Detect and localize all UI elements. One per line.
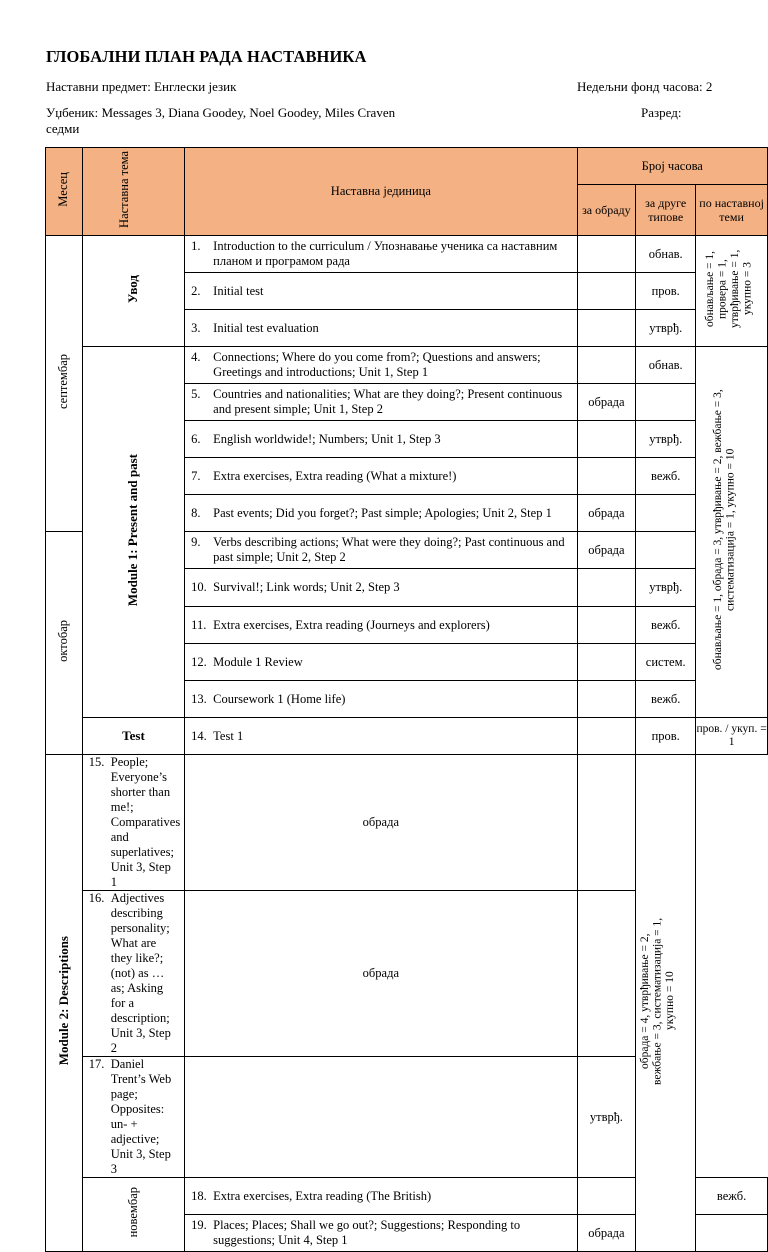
table-row: 13. Coursework 1 (Home life) — [185, 681, 577, 718]
processing-cell: обрада — [577, 384, 636, 421]
topic-summary-test: пров. / укуп. = 1 — [696, 718, 768, 755]
other-type-cell: вежб. — [636, 681, 696, 718]
other-type-cell: вежб. — [636, 458, 696, 495]
processing-cell — [577, 310, 636, 347]
month-september: септембар — [46, 236, 83, 532]
other-type-cell — [636, 495, 696, 532]
table-row: 19. Places; Places; Shall we go out?; Suggestions; Responding to suggestions; Unit 4, Step 1 — [185, 1215, 577, 1252]
other-type-cell: вежб. — [636, 607, 696, 644]
month-november: новембар — [82, 1178, 184, 1252]
other-type-cell: утврђ. — [577, 1057, 636, 1178]
table-row: 4. Connections; Where do you come from?; Questions and answers; Greetings and introductions; Unit 1, Step 1 — [185, 347, 577, 384]
topic-summary-intro: обнављање = 1, провера = 1, утврђивање = 1, укупно = 3 — [696, 236, 768, 347]
table-row: 7. Extra exercises, Extra reading (What a mixture!) — [185, 458, 577, 495]
subject-label: Наставни предмет: Енглески језик — [46, 79, 237, 94]
processing-cell — [577, 347, 636, 384]
other-type-cell: пров. — [636, 718, 696, 755]
table-row: 1. Introduction to the curriculum / Упознавање ученика са наставним планом и програмом рада — [185, 236, 577, 273]
textbook-label: Уџбеник: Messages 3, Diana Goodey, Noel Goodey, Miles Craven — [46, 105, 396, 120]
processing-cell: обрада — [185, 891, 577, 1057]
processing-cell: обрада — [577, 1215, 636, 1252]
topic-module-2: Module 2: Descriptions — [46, 755, 83, 1252]
plan-table — [45, 147, 768, 1252]
page-title: ГЛОБАЛНИ ПЛАН РАДА НАСТАВНИКА — [46, 47, 367, 66]
processing-cell — [185, 1057, 577, 1178]
table-row: 10. Survival!; Link words; Unit 2, Step 3 — [185, 569, 577, 607]
table-row: 5. Countries and nationalities; What are they doing?; Present continuous and present simple; Unit 1, Step 2 — [185, 384, 577, 421]
table-row: 8. Past events; Did you forget?; Past simple; Apologies; Unit 2, Step 1 — [185, 495, 577, 532]
table-row: 2. Initial test — [185, 273, 577, 310]
table-row: 6. English worldwide!; Numbers; Unit 1, Step 3 — [185, 421, 577, 458]
other-type-cell: обнав. — [636, 347, 696, 384]
other-type-cell: систем. — [636, 644, 696, 681]
other-type-cell: утврђ. — [636, 569, 696, 607]
month-october: октобар — [46, 532, 83, 755]
table-row: 9. Verbs describing actions; What were they doing?; Past continuous and past simple; Unit 2, Step 2 — [185, 532, 577, 569]
table-row: 3. Initial test evaluation — [185, 310, 577, 347]
processing-cell — [577, 1178, 636, 1215]
processing-cell — [577, 644, 636, 681]
topic-intro: Увод — [82, 236, 184, 347]
other-type-cell: обнав. — [636, 236, 696, 273]
unit-header: Наставна јединица — [185, 148, 577, 236]
other-type-cell — [696, 1215, 768, 1252]
table-row: 15. People; Everyone’s shorter than me!; Comparatives and superlatives; Unit 3, Step 1 — [82, 755, 184, 891]
table-row: 14. Test 1 — [185, 718, 577, 755]
processing-header: за обраду — [577, 185, 636, 236]
processing-cell — [577, 607, 636, 644]
table-row: 11. Extra exercises, Extra reading (Journeys and explorers) — [185, 607, 577, 644]
processing-cell: обрада — [577, 495, 636, 532]
processing-cell — [577, 421, 636, 458]
processing-cell — [577, 236, 636, 273]
table-row: 16. Adjectives describing personality; What are they like?; (not) as … as; Asking for a description; Unit 3, Step 2 — [82, 891, 184, 1057]
grade-value: седми — [46, 121, 80, 136]
topic-test: Test — [82, 718, 184, 755]
other-type-cell — [577, 891, 636, 1057]
processing-cell — [577, 718, 636, 755]
other-type-cell — [636, 532, 696, 569]
hours-header: Број часова — [577, 148, 767, 185]
topic-header: Наставна тема — [82, 148, 184, 236]
other-type-cell: пров. — [636, 273, 696, 310]
table-row: 12. Module 1 Review — [185, 644, 577, 681]
processing-cell: обрада — [185, 755, 577, 891]
topic-summary-module-2: обрада = 4, утврђивање = 2, вежбање = 3, систематизација = 1, укупно = 10 — [636, 755, 696, 1252]
processing-cell — [577, 569, 636, 607]
table-row: 17. Daniel Trent’s Web page; Opposites: un- + adjective; Unit 3, Step 3 — [82, 1057, 184, 1178]
month-header: Месец — [46, 148, 83, 236]
topic-module-1: Module 1: Present and past — [82, 347, 184, 718]
processing-cell — [577, 273, 636, 310]
per-topic-header: по наставној теми — [696, 185, 768, 236]
processing-cell: обрада — [577, 532, 636, 569]
table-row: 18. Extra exercises, Extra reading (The British) — [185, 1178, 577, 1215]
other-type-cell — [636, 384, 696, 421]
processing-cell — [577, 681, 636, 718]
other-type-cell: вежб. — [696, 1178, 768, 1215]
processing-cell — [577, 458, 636, 495]
other-type-cell: утврђ. — [636, 310, 696, 347]
other-type-cell — [577, 755, 636, 891]
topic-summary-module-1: обнављање = 1, обрада = 3, утврђивање = 2, вежбање = 3, систематизација = 1, укупно = 10 — [696, 347, 768, 718]
grade-label: Разред: — [641, 105, 682, 120]
other-types-header: за друге типове — [636, 185, 696, 236]
other-type-cell: утврђ. — [636, 421, 696, 458]
weekly-hours-label: Недељни фонд часова: 2 — [577, 79, 713, 94]
